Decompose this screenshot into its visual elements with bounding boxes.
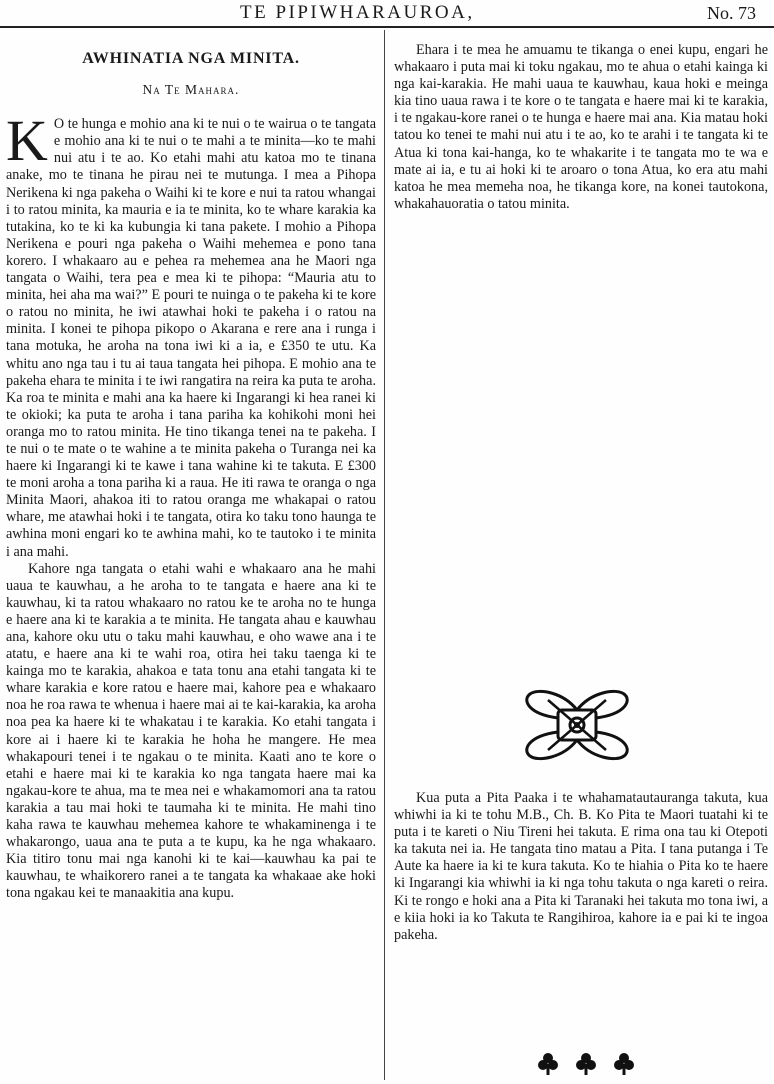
article-paragraph-1: [6, 108, 376, 560]
celtic-knot-ornament-icon: [518, 680, 636, 770]
article-title: AWHINATIA NGA MINITA.: [82, 50, 300, 67]
drop-cap: K: [6, 108, 48, 174]
article-column-right: [394, 42, 768, 213]
article-paragraph-3: Ehara i te mea he amuamu te tikanga o enei kupu, engari he whakaaro i puta mai ki toku ngakau, mo te ahua o etahi kainga ki nga kai-karakia. He mahi uaua te kauwhau, kaua hoki e meinga kia tino uaua rawa i te kore o te tangata e haere mai ki te karakia, i te ngakau-kore ranei o te hunga e haere mai ana. Kia matau hoki tatou ko tenei te mahi nui atu i te ao, ko te arahi i te tangata ki te Atua ki tona kai-hanga, ko te whakarite i te tangata mo te wa e mate ai ia, e tu ai hoki ki te aroaro o tona Atua, ko era atu mahi katoa he mea memeha noa, he tikanga kore, na konei tautokona, whakahauoratia o tatou minita.: [394, 42, 768, 212]
article-byline: Na Te Mahara.: [142, 82, 240, 98]
newspaper-title: TE PIPIWHARAUROA,: [240, 2, 475, 23]
notice-paragraph: [394, 790, 768, 944]
page-header: [0, 0, 774, 28]
notice-text: Kua puta a Pita Paaka i te whahamatautauranga takuta, kua whiwhi ia ki te tohu M.B., Ch. B. Ko Pita te Maori tuatahi ki te puta i te kareti o Niu Tireni hei takuta. E rima ona tau ki Otepoti ka takuta nei ia. He tangata tino matau a Pita. I tana putanga i Te Aute ka haere ia ki te kura takuta. Ko te hiahia o Pita ko te haere ki Ingarangi kia whiwhi ia ki nga tohu takuta o nga kareti o reira. Ki te rongo e hoki ana a Pita ki Taranaki hei takuta mo tona iwi, a e kiia hoki ia ko Takuta te Rangihiroa, kahore ia e pai ki te ingoa pakeha.: [394, 790, 768, 943]
column-divider: [384, 30, 385, 1080]
article-column-left: [6, 42, 376, 903]
three-clubs-icon: [536, 1052, 646, 1076]
issue-number: No. 73: [707, 3, 756, 23]
article-paragraph-2: Kahore nga tangata o etahi wahi e whakaaro ana he mahi uaua te kauwhau, a he aroha to te tangata e haere ana ki te kauwhau, ki ta ratou whakaaro no ratou ke te aroha no te hunga e haere ana ki te karakia a te minita. He tangata ahau e kauwhau ana, kahore oku utu o taku mahi kauwhau, e oho wawe ana i te atatu, e haere ana ki te wahi roa, otira hei taku taenga ki te kainga mo te karakia, ahakoa e tata tonu ana etahi tangata ki te whare karakia e kore ratou e haere mai, kahore pea e whakaaro noa he roa rawa te whenua i haere mai ai te kai-karakia, ka aroha noa pea ka haere ki te whakatau i te karakia. Ko etahi tangata i kore ai i haere ki te karakia he hoha he mangere. He mea whakapouri tenei i te ngakau o te minita. Kaati ano te kore o etahi e haere mai ki te karakia ko nga tangata haere mai ka ngakau-kore te ahua, ma te mea nei e whakamomori ana ta ratou karakia a tau mai hoki te taumaha ki te minita. He mahi tino kaha rawa te kauwhau mehemea kahore te whakaminenga i te whakarongo, uaua ana te puta a te kupu, ka he nga whakaaro. Kia titiro tonu mai nga kanohi ki te kai—kauwhau ka pai te kauwhau, te whaikorero ranei a te tangata ka whakaae ake hoki tona ngakau kei te manaakitia ana kupu.: [6, 560, 376, 902]
paragraph-1-text: O te hunga e mohio ana ki te nui o te wairua o te tangata e mohio ana ki te nui o te mahi a te minita—ko te mahi nui atu i te ao. Ko etahi mahi atu katoa mo te tinana anake, mo te tinana he pirau nei te mutunga. I mea a Pihopa Nerikena ki nga pakeha o Waihi ki te kore e nui ta ratou whangai i to ratou minita, ka mauria e ia te minita, ko te whare karakia ka tutakina, ko te ki ka kubungia ki tana pakete. I mohio a Pihopa Nerikena e pouri nga pakeha o Waihi mehemea e pono tana korero. I whakaaro au e pehea ra mehemea ana he Maori nga tangata o Waihi, tera pea e mea ki te pihopa: “Mauria atu to minita, hei aha ma wai?” E pouri te nuinga o te pakeha ki te kore o ratou no minita, he iwi atawhai hoki te pakeha i o ratou na minita. I konei te pihopa pikopo o Akarana e rere ana i runga i tana motuka, he aroha na tona iwi ki a ia, e £350 te utu. Ka whitu ano nga tau i tu ai taua tangata hei pihopa. E mohio ana te pakeha ehara te minita i te iwi rangatira na reira ka puta te aroha. Ka roa te minita e mahi ana ka haere ki Ingarangi ki hea ranei ki te okioki; ka puta te aroha i tana pariha ka kohikohi moni hei oranga mo to ratou minita. He tino tikanga tenei na te pakeha. I te nui o te mate o te wahine a te minita pakeha o Turanga nei ka haere ki Ingarangi ki te kawe i tana wahine ki te takuta. E £300 te moni aroha a tona pariha ki a raua. He iti rawa te oranga o nga Minita Maori, ahakoa iti to ratou oranga me whakapai o ratou whare, me atawhai hoki i te tangata, otira ko taku tono haunga te awhina moni engari ko te awhina mahi, ko te tautoko i te minita i ana mahi.: [6, 116, 376, 560]
